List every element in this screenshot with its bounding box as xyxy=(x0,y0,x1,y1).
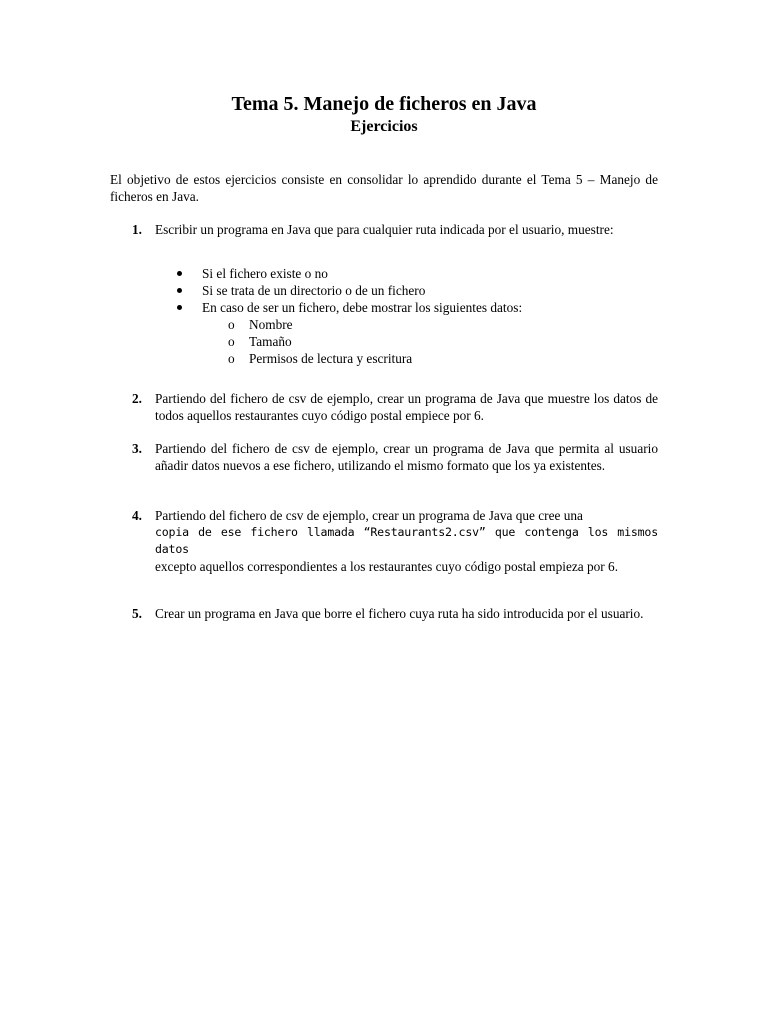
bullet-item xyxy=(175,265,522,282)
sub-bullet-marker: o xyxy=(228,351,235,366)
intro-paragraph: El objetivo de estos ejercicios consiste en consolidar lo aprendido durante el Tema 5 – Manejo de ficheros en Java. xyxy=(110,172,658,204)
exercise-5 xyxy=(110,605,658,622)
bullet-item xyxy=(175,299,522,367)
document-title: Tema 5. Manejo de ficheros en Java xyxy=(231,93,537,115)
exercise-text-line: Partiendo del fichero de csv de ejemplo, crear un programa de Java que cree una xyxy=(155,508,583,523)
bullet-text: Si el fichero existe o no xyxy=(202,266,328,281)
exercise-number: 2. xyxy=(132,391,142,406)
bullet-icon xyxy=(177,305,182,310)
exercise-text-end: excepto aquellos correspondientes a los restaurantes cuyo código postal empieza por 6. xyxy=(155,559,619,574)
exercise-number: 3. xyxy=(132,441,142,456)
exercise-1-bullet-list xyxy=(175,265,522,367)
exercise-text: Partiendo del fichero de csv de ejemplo, crear un programa de Java que permita al usuario añadir datos nuevos a ese fichero, utilizando el mismo formato que los ya existentes. xyxy=(155,441,658,473)
exercise-text-mono: copia de ese fichero llamada “Restaurants2.csv” que contenga los mismos datos xyxy=(155,525,658,556)
document-subtitle: Ejercicios xyxy=(350,118,418,135)
exercise-text xyxy=(155,507,658,575)
exercise-number: 4. xyxy=(132,508,142,523)
exercise-number: 1. xyxy=(132,222,142,237)
sub-bullet-text: Tamaño xyxy=(249,334,292,349)
exercise-2 xyxy=(110,390,658,424)
bullet-icon xyxy=(177,271,182,276)
bullet-item xyxy=(175,282,522,299)
exercise-text: Partiendo del fichero de csv de ejemplo, crear un programa de Java que muestre los datos de todos aquellos restaurantes cuyo código postal empiece por 6. xyxy=(155,391,658,423)
sub-bullet-text: Nombre xyxy=(249,317,293,332)
sub-bullet-marker: o xyxy=(228,317,235,332)
exercise-1 xyxy=(110,221,658,238)
sub-bullet-item xyxy=(202,333,522,350)
exercise-text: Escribir un programa en Java que para cualquier ruta indicada por el usuario, muestre: xyxy=(155,222,614,237)
sub-bullet-text: Permisos de lectura y escritura xyxy=(249,351,413,366)
sub-bullet-item xyxy=(202,316,522,333)
exercise-4 xyxy=(110,507,658,575)
sub-bullet-marker: o xyxy=(228,334,235,349)
bullet-text: En caso de ser un fichero, debe mostrar los siguientes datos: xyxy=(202,300,523,315)
bullet-text: Si se trata de un directorio o de un fichero xyxy=(202,283,426,298)
exercise-text: Crear un programa en Java que borre el fichero cuya ruta ha sido introducida por el usuario. xyxy=(155,606,644,621)
sub-bullet-list xyxy=(202,316,522,367)
exercise-number: 5. xyxy=(132,606,142,621)
exercise-3 xyxy=(110,440,658,474)
sub-bullet-item xyxy=(202,350,522,367)
bullet-icon xyxy=(177,288,182,293)
